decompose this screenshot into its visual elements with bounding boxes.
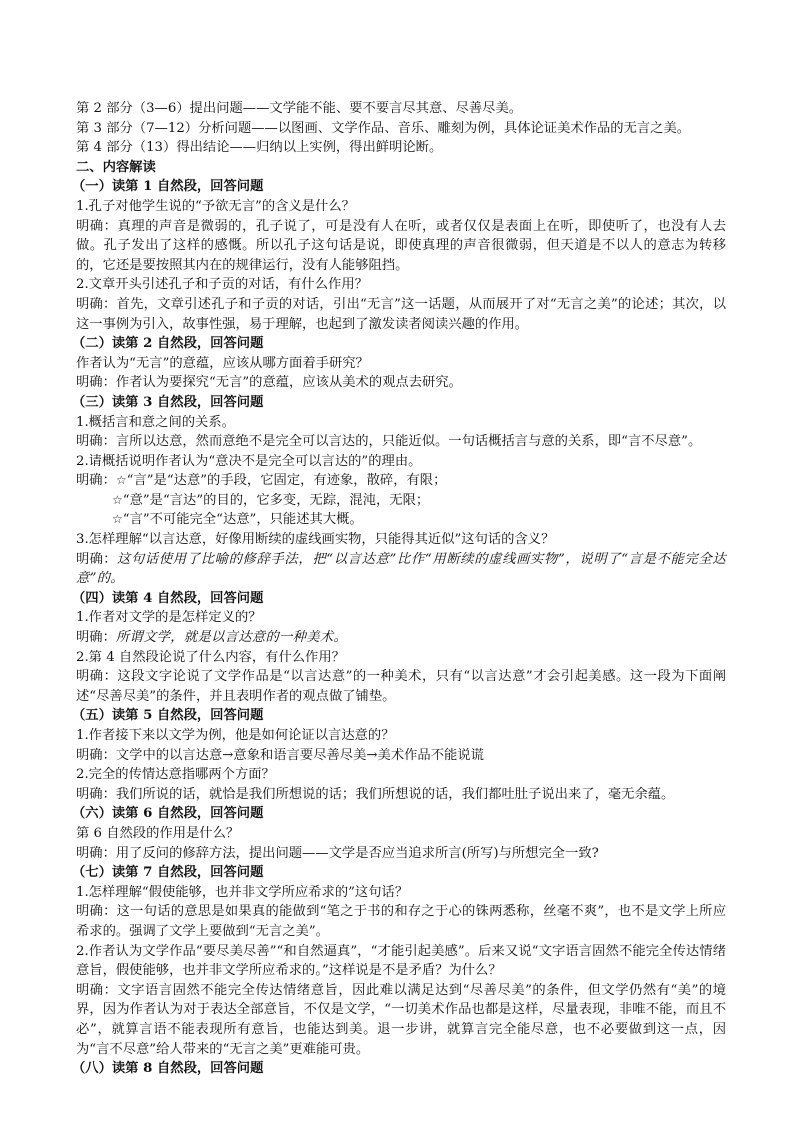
answer: 明确：文学中的以言达意→意象和语言要尽善尽美→美术作品不能说谎 [76,747,484,763]
answer: 明确：我们所说的话，就恰是我们所想说的话；我们所想说的话，我们都吐肚子说出来了，毫无余蕴。 [76,786,675,802]
answer: 明确：作者认为要探究“无言”的意蕴，应该从美术的观点去研究。 [76,375,462,391]
answer: 明确：首先，文章引述孔子和子贡的对话，引出“无言”这一话题，从而展开了对“无言之美”的论述；其次，以这一事例为引入，故事性强，易于理解，也起到了激发读者阅读兴趣的作用。 [76,296,726,332]
star-item: “言”不可能完全“达意”，只能述其大概。 [122,512,363,528]
question: 2.请概括说明作者认为“意决不是完全可以言达的”的理由。 [76,453,422,469]
answer: 明确：这段文字论说了文学作品是“以言达意”的一种美术，只有“以言达意”才会引起美感。这一段为下面阐述“尽善尽美”的条件，并且表明作者的观点做了铺垫。 [76,669,726,704]
question: 1.概括言和意之间的关系。 [76,414,235,430]
answer [76,550,726,589]
question: 2.文章开头引述孔子和子贡的对话，有什么作用？ [76,277,368,293]
star-icon: ☆ [112,512,123,527]
subsection-title-7: （七）读第 7 自然段，回答问题 [72,865,264,881]
answer [76,628,726,648]
answer-text: 这句话使用了比喻的修辞手法，把“以言达意”比作“用断续的虚线画实物”，说明了“言是不能完全达意”的。 [76,551,726,587]
question: 3.怎样理解“以言达意，好像用断续的虚线画实物，只能得其近似”这句话的含义？ [76,532,555,548]
star-icon: ☆ [115,473,127,488]
answer: 明确：真理的声音是微弱的，孔子说了，可是没有人在听，或者仅仅是表面上在听，即使听了，也没有人去做。孔子发出了这样的感慨。所以孔子这句话是说，即使真理的声音很微弱，但天道是不以人的意志为转移的，它还是要按照其内在的规律运行，没有人能够阻挡。 [76,218,726,273]
question: 1.孔子对他学生说的“予欲无言”的含义是什么？ [76,198,355,214]
answer: 明确：言所以达意，然而意绝不是完全可以言达的，只能近似。一句话概括言与意的关系，即“言不尽意”。 [76,434,702,450]
answer-prefix: 明确： [76,551,117,567]
answer-text: 所谓文学，就是以言达意的一种美术。 [115,630,348,646]
question: 1.作者对文学的是怎样定义的？ [76,610,262,626]
part-3-summary: 第 3 部分（7—12）分析问题——以图画、文学作品、音乐、雕刻为例，具体论证美术作品的无言之美。 [76,120,691,136]
subsection-title-5: （五）读第 5 自然段，回答问题 [72,708,264,724]
subsection-title-8: （八）读第 8 自然段，回答问题 [72,1061,264,1077]
answer-prefix: 明确： [76,473,116,489]
part-2-summary: 第 2 部分（3—6）提出问题——文学能不能、要不要言尽其意、尽善尽美。 [76,101,523,116]
answer-prefix: 明确： [76,630,116,646]
part-4-summary: 第 4 部分（13）得出结论——归纳以上实例，得出鲜明论断。 [76,140,443,156]
subsection-title-4: （四）读第 4 自然段，回答问题 [72,590,264,606]
question: 2.完全的传情达意指哪两个方面？ [76,767,275,783]
section-title: 二、内容解读 [76,159,156,175]
answer-star-line [76,491,726,511]
answer: 明确：文字语言固然不能完全传达情绪意旨，因此难以满足达到“尽善尽美”的条件，但文学仍然有“美”的境界，因为作者认为对于表达全部意旨，不仅是文学，“一切美术作品也都是这样，尽量表现，非唯不能，而且不必”，就算言语不能表现所有意旨，也能达到美。退一步讲，就算言完全能尽意，也不必要做到这一点，因为“言不尽意”给人带来的“无言之美”更难能可贵。 [76,982,726,1057]
answer: 明确：用了反问的修辞方法，提出问题——文学是否应当追求所言(所写)与所想完全一致? [76,845,599,861]
answer-star-line [76,510,726,530]
answer-star-list [76,471,726,491]
question: 2.作者认为文学作品“要尽美尽善”“和自然逼真”，“才能引起美感”。后来又说“文字语言固然不能完全传达情绪意旨，假使能够，也并非文学所应希求的。”这样说是不是矛盾？为什么？ [76,943,726,979]
subsection-title-1: （一）读第 1 自然段，回答问题 [72,179,264,195]
star-item: “言”是“达意”的手段，它固定，有迹象，散碎，有限； [126,473,447,489]
subsection-title-3: （三）读第 3 自然段，回答问题 [72,394,264,410]
subsection-title-2: （二）读第 2 自然段，回答问题 [72,336,264,352]
question: 1.作者接下来以文学为例，他是如何论证以言达意的？ [76,728,395,743]
question: 1.怎样理解“假使能够，也并非文学所应希求的”这句话？ [76,884,409,900]
question: 作者认为“无言”的意蕴，应该从哪方面着手研究？ [76,355,369,371]
answer: 明确：这一句话的意思是如果真的能做到“笔之于书的和存之于心的铢两悉称，丝毫不爽”，也不是文学上所应希求的。强调了文学上要做到“无言之美”。 [76,904,726,939]
star-icon: ☆ [112,492,123,507]
question: 2.第 4 自然段论说了什么内容，有什么作用？ [76,649,345,665]
question: 第 6 自然段的作用是什么？ [76,825,240,841]
subsection-title-6: （六）读第 6 自然段，回答问题 [72,806,264,822]
document-page [72,99,726,1079]
star-item: “意”是“言达”的目的，它多变，无踪，混沌，无限； [122,492,430,508]
